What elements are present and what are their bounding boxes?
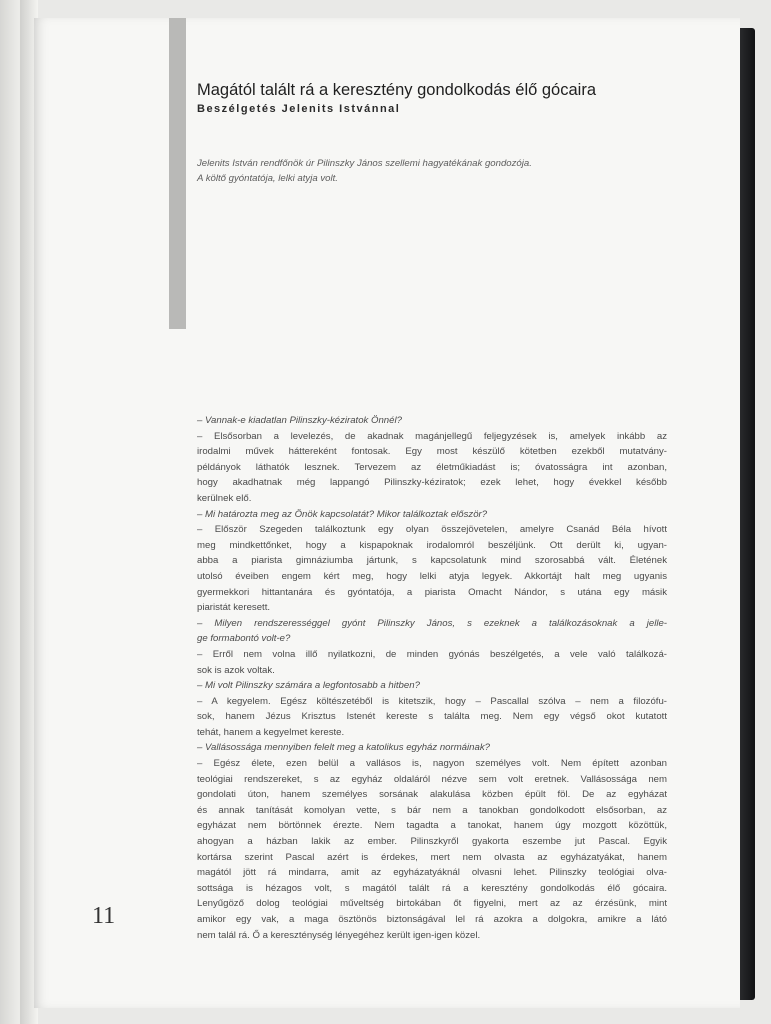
- interview-body: [197, 413, 667, 943]
- answer-line: Lenyűgöző dolog teológiai műveltség birtokában őt figyelni, mert az az érzésünk, mint: [197, 898, 667, 910]
- question-line: – Vallásossága mennyiben felelt meg a katolikus egyház normáinak?: [197, 742, 490, 754]
- question-line: – Mi határozta meg az Önök kapcsolatát? Mikor találkoztak először?: [197, 508, 488, 520]
- answer-line: példányok láthatók lesznek. Tervezem az életműkiadást is; óvatosságra int azonban,: [197, 461, 667, 473]
- answer-line: és annak tanítását komolyan vette, s bár nem a tanokban gondolkodott elsősorban, az: [197, 804, 667, 816]
- question-line: – Milyen rendszerességgel gyónt Pilinszky János, s ezeknek a találkozásoknak a jelle-: [197, 617, 667, 629]
- answer-line: abba a piarista gimnáziumba jártunk, s kapcsolatunk mind szorosabbá vált. Életének: [197, 555, 667, 567]
- answer-line: gondolati úton, hanem személyes sorsának alakulása közben épült föl. De az egyházat: [197, 789, 667, 801]
- answer-line: teológiai rendszereket, s az egyház oldaláról nézve sem volt eretnek. Vallásossága nem: [197, 773, 667, 785]
- answer-line: egyházat nem börtönnek érezte. Nem tagadta a tanokat, hanem úgy mozgott közöttük,: [197, 820, 667, 832]
- answer-line: magától jött rá mindarra, amit az egyházatyáknál olvasni lehet. Pilinszky teológiai olva-: [197, 867, 667, 879]
- answer-line: sok, hanem Jézus Krisztus Istenét kereste s találta meg. Nem egy végső okot kutatott: [197, 711, 667, 723]
- answer-line: utolsó éveiben engem kért meg, hogy lelki atyja legyek. Akkortájt halt meg ugyanis: [197, 570, 667, 582]
- question-line: – Vannak-e kiadatlan Pilinszky-kéziratok Önnél?: [197, 415, 402, 426]
- intro-line: Jelenits István rendfőnök úr Pilinszky János szellemi hagyatékának gondozója.: [197, 158, 532, 169]
- page-number: 11: [92, 903, 116, 929]
- answer-line: tehát, hanem a kegyelmet kereste.: [197, 726, 345, 738]
- answer-line: – Egész élete, ezen belül a vallásos is, nagyon személyes volt. Nem épített azonban: [197, 758, 667, 770]
- book-cover-edge: [739, 28, 755, 1000]
- answer-line: sok is azok voltak.: [197, 664, 275, 676]
- decorative-gray-bar: [169, 18, 186, 329]
- answer-line: hogy akadhatnak még lappangó Pilinszky-kéziratok; ezek lehet, hogy évekkel később: [197, 477, 667, 489]
- article-title: Magától talált rá a keresztény gondolkodás élő gócaira: [197, 81, 596, 99]
- answer-line: – Erről nem volna illő nyilatkozni, de minden gyónás beszélgetés, a vele való találkozá-: [197, 648, 667, 660]
- intro-paragraph: [197, 156, 657, 186]
- answer-line: – A kegyelem. Egész költészetéből is kitetszik, hogy – Pascallal szólva – nem a filozófu-: [197, 695, 667, 707]
- article-subtitle: Beszélgetés Jelenits Istvánnal: [197, 103, 401, 115]
- answer-line: – Elsősorban a levelezés, de akadnak magánjellegű feljegyzések is, amelyek inkább az: [197, 430, 667, 442]
- answer-line: piaristát keresett.: [197, 602, 271, 614]
- answer-line: amikor egy vak, a maga ösztönös biztonságával lel rá azokra a dolgokra, amikre a látó: [197, 914, 667, 925]
- answer-line: kortársa szerint Pascal azért is érdekes, mert nem olvasta az egyházatyákat, hanem: [197, 851, 667, 863]
- question-line: ge formabontó volt-e?: [197, 633, 291, 645]
- answer-line: kerülnek elő.: [197, 492, 252, 504]
- answer-line: gyermekkori hittantanára és gyóntatója, a piarista Omacht Nándor, s utána egy másik: [197, 586, 667, 598]
- answer-line: ahogyan a házban lakik az ember. Pilinszkyről gyakorta eszembe jut Pascal. Egyik: [197, 836, 667, 848]
- answer-line: irodalmi művek háttereként fontosak. Egy most készülő kötetben ezekből mutatvány-: [197, 446, 667, 458]
- answer-line: nem talál rá. Ő a kereszténység lényegéhez került igen-igen közel.: [197, 929, 481, 941]
- question-line: – Mi volt Pilinszky számára a legfontosabb a hitben?: [197, 680, 420, 692]
- intro-line: A költő gyóntatója, lelki atyja volt.: [197, 173, 338, 184]
- answer-line: sottsága is hézagos volt, s magától talált rá a keresztény gondolkodás élő gócaira.: [197, 882, 667, 894]
- answer-line: – Először Szegeden találkoztunk egy olyan összejövetelen, amelyre Csanád Béla hívott: [197, 524, 667, 536]
- answer-line: meg mindkettőnket, hogy a kispapoknak irodalomról beszéljünk. Ott derült ki, ugyan-: [197, 539, 667, 551]
